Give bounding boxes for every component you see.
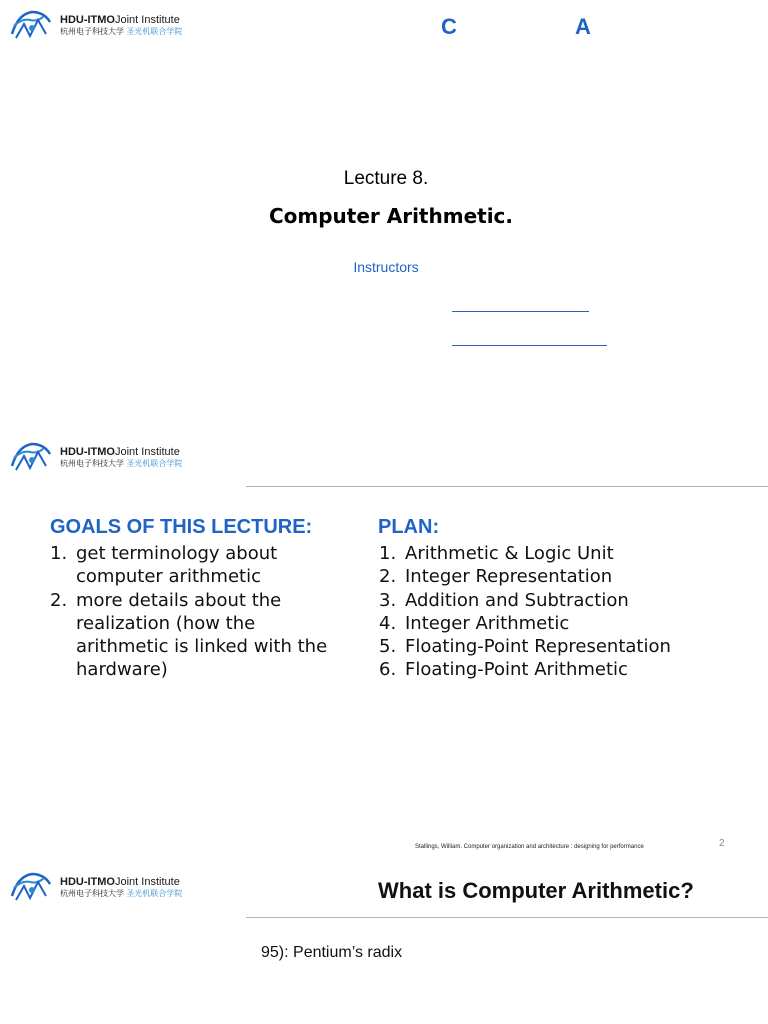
list-item — [379, 658, 759, 681]
instructors-label: Instructors — [353, 259, 419, 275]
lecture-title: Computer Arithmetic. — [268, 204, 514, 228]
institute-emblem-icon — [8, 8, 54, 42]
institute-emblem-icon — [8, 440, 54, 474]
list-item-number: 2. — [50, 589, 68, 611]
logo-suffix: Joint Institute — [115, 875, 180, 888]
goals-plan-slide — [0, 432, 768, 864]
logo-suffix: Joint Institute — [115, 445, 180, 458]
list-item-number: 2. — [379, 566, 397, 588]
title-slide — [0, 0, 768, 432]
logo-cn-university: 杭州电子科技大学 — [60, 888, 124, 898]
logo-cn-college: 圣光机联合学院 — [126, 888, 183, 898]
logo-name: HDU-ITMO — [60, 445, 115, 458]
list-item-text: get terminology about computer arithmetic — [76, 543, 278, 588]
list-item — [50, 589, 340, 682]
institute-logo — [8, 870, 182, 904]
logo-cn-university: 杭州电子科技大学 — [60, 458, 124, 468]
list-item-text: Integer Arithmetic — [405, 612, 570, 634]
header-letter-a: A — [575, 14, 591, 39]
list-item-text: Floating-Point Representation — [405, 636, 671, 658]
header-letter-c: C — [441, 14, 457, 39]
list-item — [379, 612, 759, 635]
logo-cn-college: 圣光机联合学院 — [126, 458, 183, 468]
logo-name: HDU-ITMO — [60, 13, 115, 26]
list-item — [50, 542, 340, 589]
list-item-number: 4. — [379, 612, 397, 634]
list-item-number: 6. — [379, 659, 397, 681]
instructor-link-2[interactable] — [452, 345, 607, 346]
header-divider — [246, 486, 768, 487]
instructor-link-1[interactable] — [452, 311, 589, 312]
list-item-text: Addition and Subtraction — [405, 589, 629, 611]
logo-cn-college: 圣光机联合学院 — [126, 26, 183, 36]
goals-list — [50, 542, 340, 682]
list-item-text: Arithmetic & Logic Unit — [405, 543, 614, 564]
body-text: 95): Pentium’s radix — [261, 944, 403, 961]
institute-logo — [8, 440, 182, 474]
list-item — [379, 542, 759, 565]
header-divider — [246, 917, 768, 918]
goals-title: GOALS OF THIS LECTURE: — [50, 516, 313, 538]
institute-logo — [8, 8, 182, 42]
list-item-text: Integer Representation — [405, 566, 613, 588]
list-item-number: 3. — [379, 589, 397, 611]
slide-title: What is Computer Arithmetic? — [378, 878, 694, 903]
plan-title: PLAN: — [378, 516, 440, 538]
list-item — [379, 589, 759, 612]
page-number: 2 — [719, 838, 725, 849]
citation: Stallings, William. Computer organization and architecture : designing for performance — [415, 844, 644, 850]
list-item-number: 1. — [379, 543, 397, 564]
list-item — [379, 565, 759, 588]
logo-suffix: Joint Institute — [115, 13, 180, 26]
list-item-text: Floating-Point Arithmetic — [405, 659, 628, 681]
logo-cn-university: 杭州电子科技大学 — [60, 26, 124, 36]
list-item-number: 1. — [50, 543, 68, 564]
logo-name: HDU-ITMO — [60, 875, 115, 888]
list-item — [379, 635, 759, 658]
institute-emblem-icon — [8, 870, 54, 904]
plan-list — [379, 542, 759, 682]
lecture-number: Lecture 8. — [343, 168, 429, 189]
computer-arithmetic-slide — [0, 864, 768, 1024]
list-item-number: 5. — [379, 636, 397, 658]
list-item-text: more details about the realization (how the arithmetic is linked with the hardware) — [76, 589, 328, 681]
